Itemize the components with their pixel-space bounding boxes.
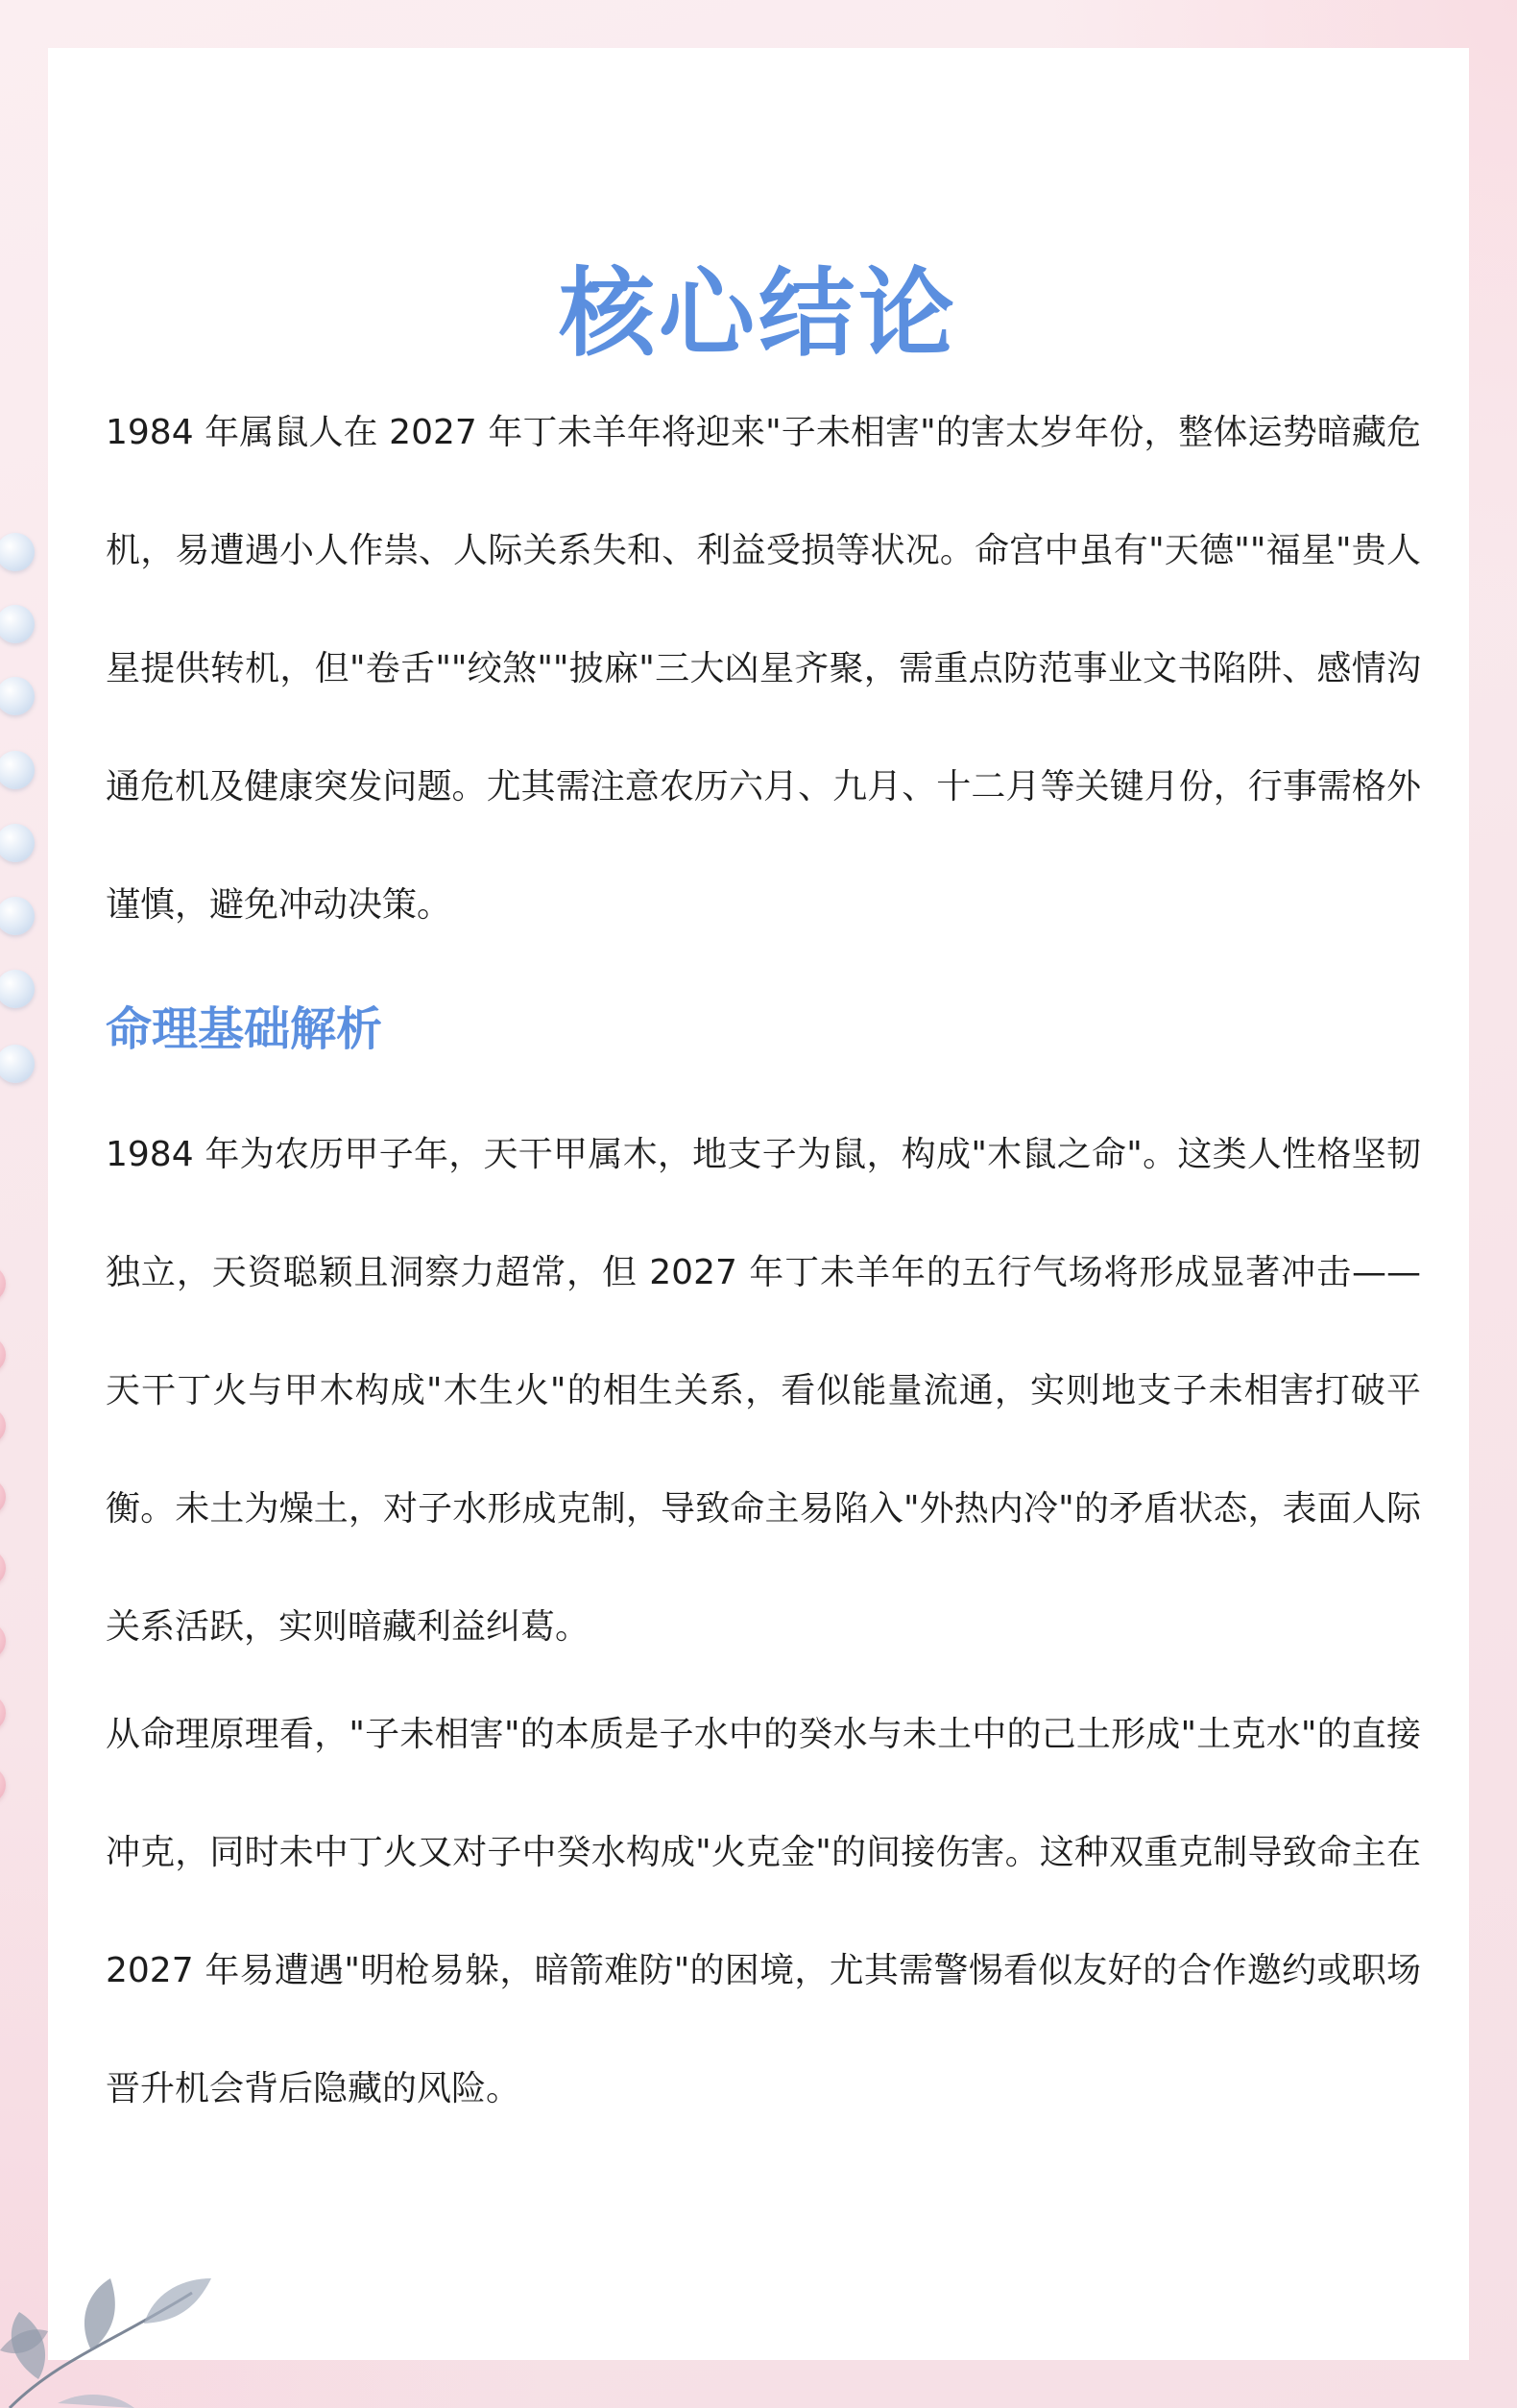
bead-decoration (0, 605, 35, 643)
bead-decoration (0, 1550, 6, 1586)
bead-decoration (0, 1479, 6, 1515)
bead-decoration (0, 1265, 6, 1302)
body-paragraph-2: 从命理原理看，"子未相害"的本质是子水中的癸水与未土中的己土形成"土克水"的直接冲克，同时未中丁火又对子中癸水构成"火克金"的间接伤害。这种双重克制导致命主在 2027 年易遭遇"明枪易躲，暗箭难防"的困境，尤其需警惕看似友好的合作邀约或职场晋升机会背后隐藏的风险。 (106, 1715, 1421, 2108)
bead-decoration (0, 970, 35, 1008)
bead-decoration (0, 1623, 6, 1659)
bead-decoration (0, 533, 35, 571)
bead-decoration (0, 1767, 6, 1803)
content-card (48, 48, 1469, 2360)
bead-decoration (0, 751, 35, 789)
bead-decoration (0, 897, 35, 935)
bead-decoration (0, 1408, 6, 1444)
intro-paragraph: 1984 年属鼠人在 2027 年丁未羊年将迎来"子未相害"的害太岁年份，整体运势暗藏危机，易遭遇小人作祟、人际关系失和、利益受损等状况。命宫中虽有"天德""福星"贵人星提供转机，但"卷舌""绞煞""披麻"三大凶星齐聚，需重点防范事业文书陷阱、感情沟通危机及健康突发问题。尤其需注意农历六月、九月、十二月等关键月份，行事需格外谨慎，避免冲动决策。 (106, 413, 1421, 925)
bead-decoration (0, 1695, 6, 1731)
body-paragraph-1: 1984 年为农历甲子年，天干甲属木，地支子为鼠，构成"木鼠之命"。这类人性格坚韧独立，天资聪颖且洞察力超常，但 2027 年丁未羊年的五行气场将形成显著冲击——天干丁火与甲木构成"木生火"的相生关系，看似能量流通，实则地支子未相害打破平衡。未土为燥土，对子水形成克制，导致命主易陷入"外热内冷"的矛盾状态，表面人际关系活跃，实则暗藏利益纠葛。 (106, 1135, 1421, 1647)
bead-decoration (0, 677, 35, 715)
leaf-decoration-icon (0, 2235, 346, 2408)
section-heading: 命理基础解析 (106, 1002, 383, 1056)
bead-decoration (0, 824, 35, 862)
bead-decoration (0, 1045, 35, 1083)
page-title: 核心结论 (559, 257, 958, 370)
bead-decoration (0, 1336, 6, 1373)
